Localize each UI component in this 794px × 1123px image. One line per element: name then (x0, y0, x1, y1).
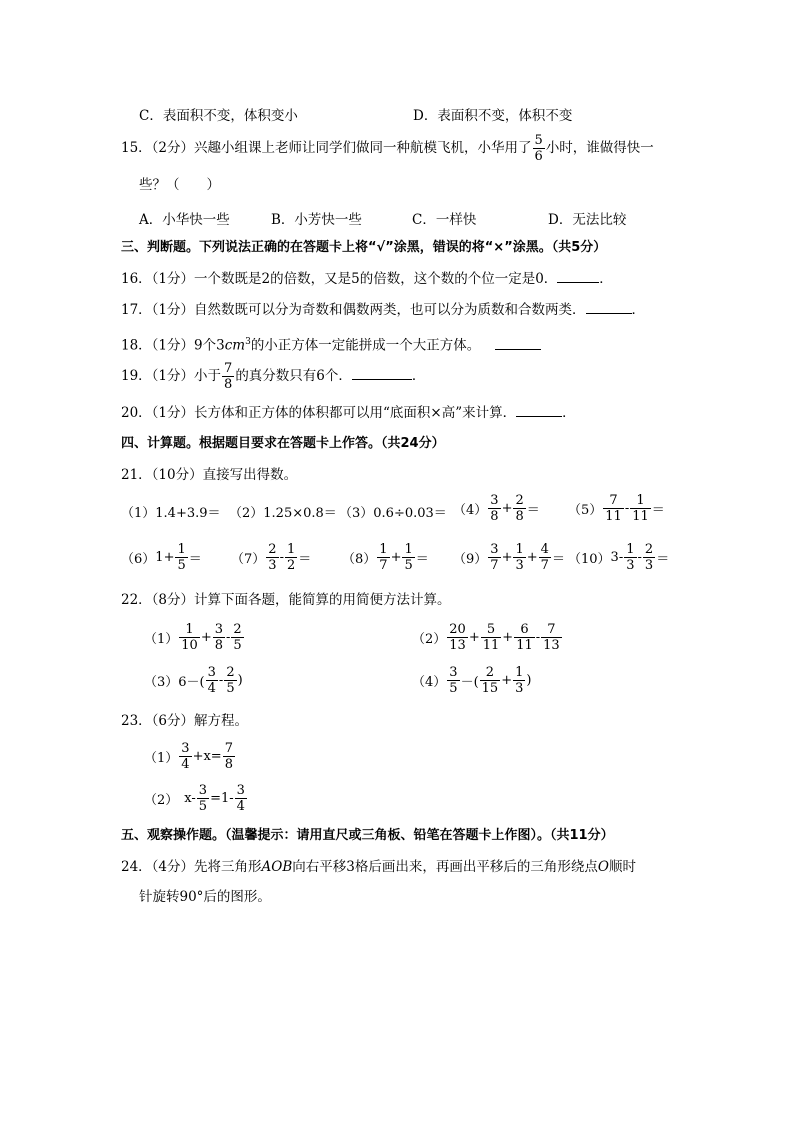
question-24: 24．（4分）先将三角形AOB向右平移3格后画出来，再画出平移后的三角形绕点O顺时 (121, 859, 636, 875)
question-16: 16．（1分）一个数既是2的倍数，又是5的倍数，这个数的个位一定是0． ． (121, 271, 613, 287)
q21-part-3: （3）0.6÷0.03＝ (339, 506, 447, 521)
q22-part-2: （2） $\frac{20}{13}$ + $\frac{5}{11}$ + $\frac{6}{11}$ - $\frac{7}{13}$ (412, 622, 560, 653)
question-22-title: 22．（8分）计算下面各题，能简算的用简便方法计算。 (121, 592, 451, 608)
question-19: 19．（1分）小于 $\frac{7}{8}$ 的真分数只有6个． ． (121, 361, 426, 392)
question-24-line2: 针旋转90°后的图形。 (139, 889, 271, 905)
question-20: 20．（1分）长方体和正方体的体积都可以用“底面积×高”来计算． ． (121, 405, 576, 421)
question-21-title: 21．（10分）直接写出得数。 (121, 467, 298, 483)
q22-part-4: （4） $\frac{3}{5}$ －( $\frac{2}{15}$ + $\frac{1}{3}$ ) (412, 665, 532, 696)
fraction: $\frac{7}{8}$ (224, 361, 233, 392)
q15-option-d: D．无法比较 (548, 212, 627, 228)
fraction: $\frac{5}{6}$ (534, 133, 543, 164)
q22-part-1: （1） $\frac{1}{10}$ + $\frac{3}{8}$ - $\frac{2}{5}$ (144, 622, 242, 653)
q21-part-4: （4） $\frac{3}{8}$ + $\frac{2}{8}$ ＝ (453, 493, 540, 524)
q15-option-c: C．一样快 (412, 212, 477, 228)
q22-part-3: （3）6－( $\frac{3}{4}$ - $\frac{2}{5}$ ) (144, 665, 243, 696)
q21-part-1: （1）1.4+3.9＝ (121, 506, 221, 521)
section-3-heading: 三、判断题。下列说法正确的在答题卡上将“√”涂黑，错误的将“×”涂黑。（共5分） (121, 240, 607, 255)
question-15-line2: 些？（ ） (139, 177, 220, 193)
q14-option-c: C．表面积不变，体积变小 (139, 108, 298, 124)
question-17: 17．（1分）自然数既可以分为奇数和偶数两类，也可以分为质数和合数两类． ． (121, 302, 646, 318)
q15-option-a: A．小华快一些 (139, 212, 230, 228)
q21-part-5: （5） $\frac{7}{11}$ - $\frac{1}{11}$ ＝ (568, 493, 665, 524)
question-18: 18．（1分）9个$3cm^3$的小正方体一定能拼成一个大正方体。 (121, 333, 541, 355)
section-5-heading: 五、观察操作题。（温馨提示：请用直尺或三角板、铅笔在答题卡上作图）。（共11分） (121, 828, 614, 843)
q21-part-6: （6）1+ $\frac{1}{5}$ ＝ (121, 542, 202, 573)
q15-option-b: B．小芳快一些 (271, 212, 362, 228)
q21-part-7: （7） $\frac{2}{3}$ - $\frac{1}{2}$ ＝ (231, 542, 312, 573)
q21-part-9: （9） $\frac{3}{7}$ + $\frac{1}{3}$ + $\frac{4}{7}$ ＝ (453, 542, 565, 573)
q21-part-2: （2）1.25×0.8＝ (229, 506, 337, 521)
question-15: 15．（2分）兴趣小组课上老师让同学们做同一种航模飞机，小华用了 $\frac{5}{6}$ 小时，谁做得快一 (121, 133, 654, 164)
q14-option-d: D．表面积不变，体积不变 (413, 108, 573, 124)
q23-part-1: （1） $\frac{3}{4}$ +x= $\frac{7}{8}$ (144, 741, 233, 772)
q21-part-8: （8） $\frac{1}{7}$ + $\frac{1}{5}$ ＝ (342, 542, 429, 573)
question-23-title: 23．（6分）解方程。 (121, 713, 249, 729)
q21-part-10: （10）3- $\frac{1}{3}$ - $\frac{2}{3}$ ＝ (568, 542, 670, 573)
q23-part-2: （2） x- $\frac{3}{5}$ =1- $\frac{3}{4}$ (144, 783, 245, 814)
section-4-heading: 四、计算题。根据题目要求在答题卡上作答。（共24分） (121, 436, 445, 451)
